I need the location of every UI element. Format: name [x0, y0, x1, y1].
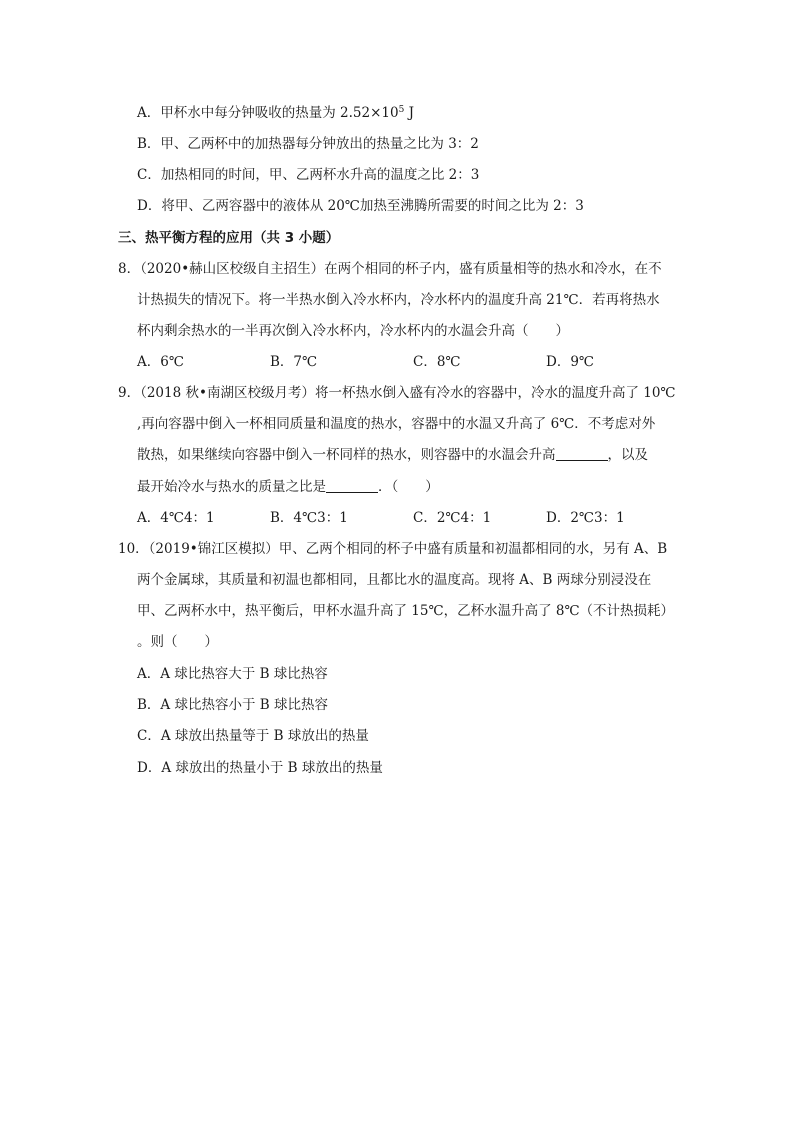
- q8-line-2: 计热损失的情况下。将一半热水倒入冷水杯内，冷水杯内的温度升高 21℃．若再将热水: [137, 292, 660, 308]
- prev-option-b: B．甲、乙两杯中的加热器每分钟放出的热量之比为 3：2: [137, 136, 479, 152]
- q9-line-3: [137, 445, 648, 465]
- prev-option-a-text: A．甲杯水中每分钟吸收的热量为 2.52×10: [137, 105, 399, 121]
- prev-option-c: C．加热相同的时间，甲、乙两杯水升高的温度之比 2：3: [137, 167, 480, 183]
- q8-option-b: B．7℃: [270, 354, 318, 370]
- q8-option-d: D．9℃: [546, 354, 595, 370]
- q10-option-c: C．A 球放出热量等于 B 球放出的热量: [137, 728, 369, 744]
- q9-answer-blank-1[interactable]: [556, 446, 608, 461]
- q9-line-4-tail: ．（ ）: [378, 479, 439, 495]
- q9-option-a: A．4℃4：1: [137, 510, 215, 526]
- q9-line-3-text: 散热，如果继续向容器中倒入一杯同样的热水，则容器中的水温会升高: [137, 447, 556, 463]
- q9-option-c: C．2℃4：1: [413, 510, 492, 526]
- section-title: 三、热平衡方程的应用（共 3 小题）: [118, 230, 340, 246]
- q9-options: [137, 508, 697, 528]
- q9-line-3-tail: ，以及: [607, 447, 648, 463]
- q9-option-b: B．4℃3：1: [270, 510, 348, 526]
- q9-answer-blank-2[interactable]: [326, 478, 378, 493]
- q8-options: [137, 352, 697, 372]
- q10-line-3: 甲、乙两杯水中，热平衡后，甲杯水温升高了 15℃，乙杯水温升高了 8℃（不计热损耗）: [137, 603, 675, 619]
- q9-option-d: D．2℃3：1: [546, 510, 625, 526]
- prev-option-d: D．将甲、乙两容器中的液体从 20℃加热至沸腾所需要的时间之比为 2：3: [137, 198, 584, 214]
- q10-option-a: A．A 球比热容大于 B 球比热容: [137, 666, 328, 682]
- q9-line-1: 9．（2018 秋•南湖区校级月考）将一杯热水倒入盛有冷水的容器中，冷水的温度升高了 10℃: [118, 385, 676, 401]
- prev-option-a: [137, 103, 414, 123]
- prev-option-a-exponent: 5: [398, 105, 405, 115]
- q10-line-4: 。则（ ）: [137, 634, 218, 650]
- q10-line-1: 10．（2019•锦江区模拟）甲、乙两个相同的杯子中盛有质量和初温都相同的水，另有 A、B: [118, 541, 668, 557]
- q8-option-a: A．6℃: [137, 354, 184, 370]
- q10-option-b: B．A 球比热容小于 B 球比热容: [137, 697, 328, 713]
- q9-line-2: ,再向容器中倒入一杯相同质量和温度的热水，容器中的水温又升高了 6℃．不考虑对外: [137, 416, 656, 432]
- q8-option-c: C．8℃: [413, 354, 461, 370]
- q10-line-2: 两个金属球，其质量和初温也都相同，且都比水的温度高。现将 A、B 两球分别浸没在: [137, 572, 652, 588]
- q8-line-3: 杯内剩余热水的一半再次倒入冷水杯内，冷水杯内的水温会升高（ ）: [137, 323, 569, 339]
- q8-line-1: 8．（2020•赫山区校级自主招生）在两个相同的杯子内，盛有质量相等的热水和冷水，在不: [118, 261, 662, 277]
- q10-option-d: D．A 球放出的热量小于 B 球放出的热量: [137, 760, 383, 776]
- prev-option-a-unit: J: [404, 105, 415, 121]
- q9-line-4-text: 最开始冷水与热水的质量之比是: [137, 479, 326, 495]
- q9-line-4: [137, 477, 439, 497]
